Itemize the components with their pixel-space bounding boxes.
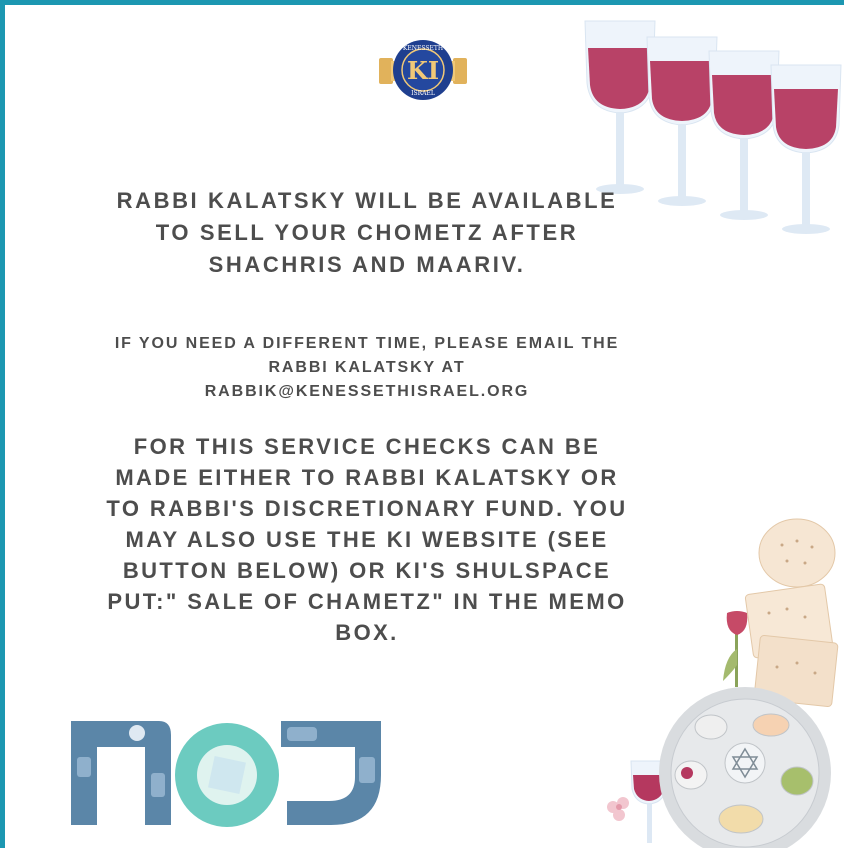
contact-note [105, 332, 629, 404]
seder-plate-illustration [591, 677, 844, 848]
logo-monogram: KI [406, 56, 440, 85]
logo-bottom-text: ISRAEL [411, 90, 435, 97]
headline: RABBI KALATSKY WILL BE AVAILABLE TO SELL YOUR CHOMETZ AFTER SHACHRIS AND MAARIV. [116, 188, 618, 277]
rabbi-email: RABBIK@KENESSETHISRAEL.ORG [204, 383, 530, 400]
wine-glass-icon [709, 51, 779, 220]
contact-note-text: IF YOU NEED A DIFFERENT TIME, PLEASE EMAIL THE RABBI KALATSKY AT [114, 335, 620, 376]
wine-glass-icon [647, 37, 717, 206]
kenesseth-israel-logo [377, 38, 469, 102]
payment-instructions: FOR THIS SERVICE CHECKS CAN BE MADE EITHER TO RABBI KALATSKY OR TO RABBI'S DISCRETIONARY FUND. YOU MAY ALSO USE THE KI WEBSITE (SEE BUTTON BELOW) OR KI'S SHULSPACE PUT:" SALE OF CHAMETZ" IN THE MEMO BOX. [106, 434, 628, 645]
logo-arc-text: KENESSETH [402, 45, 444, 52]
wine-glass-icon [585, 21, 655, 194]
flower-icon [607, 797, 629, 821]
wine-glass-icon [771, 65, 841, 234]
pesach-hebrew-letters-illustration [67, 717, 385, 829]
